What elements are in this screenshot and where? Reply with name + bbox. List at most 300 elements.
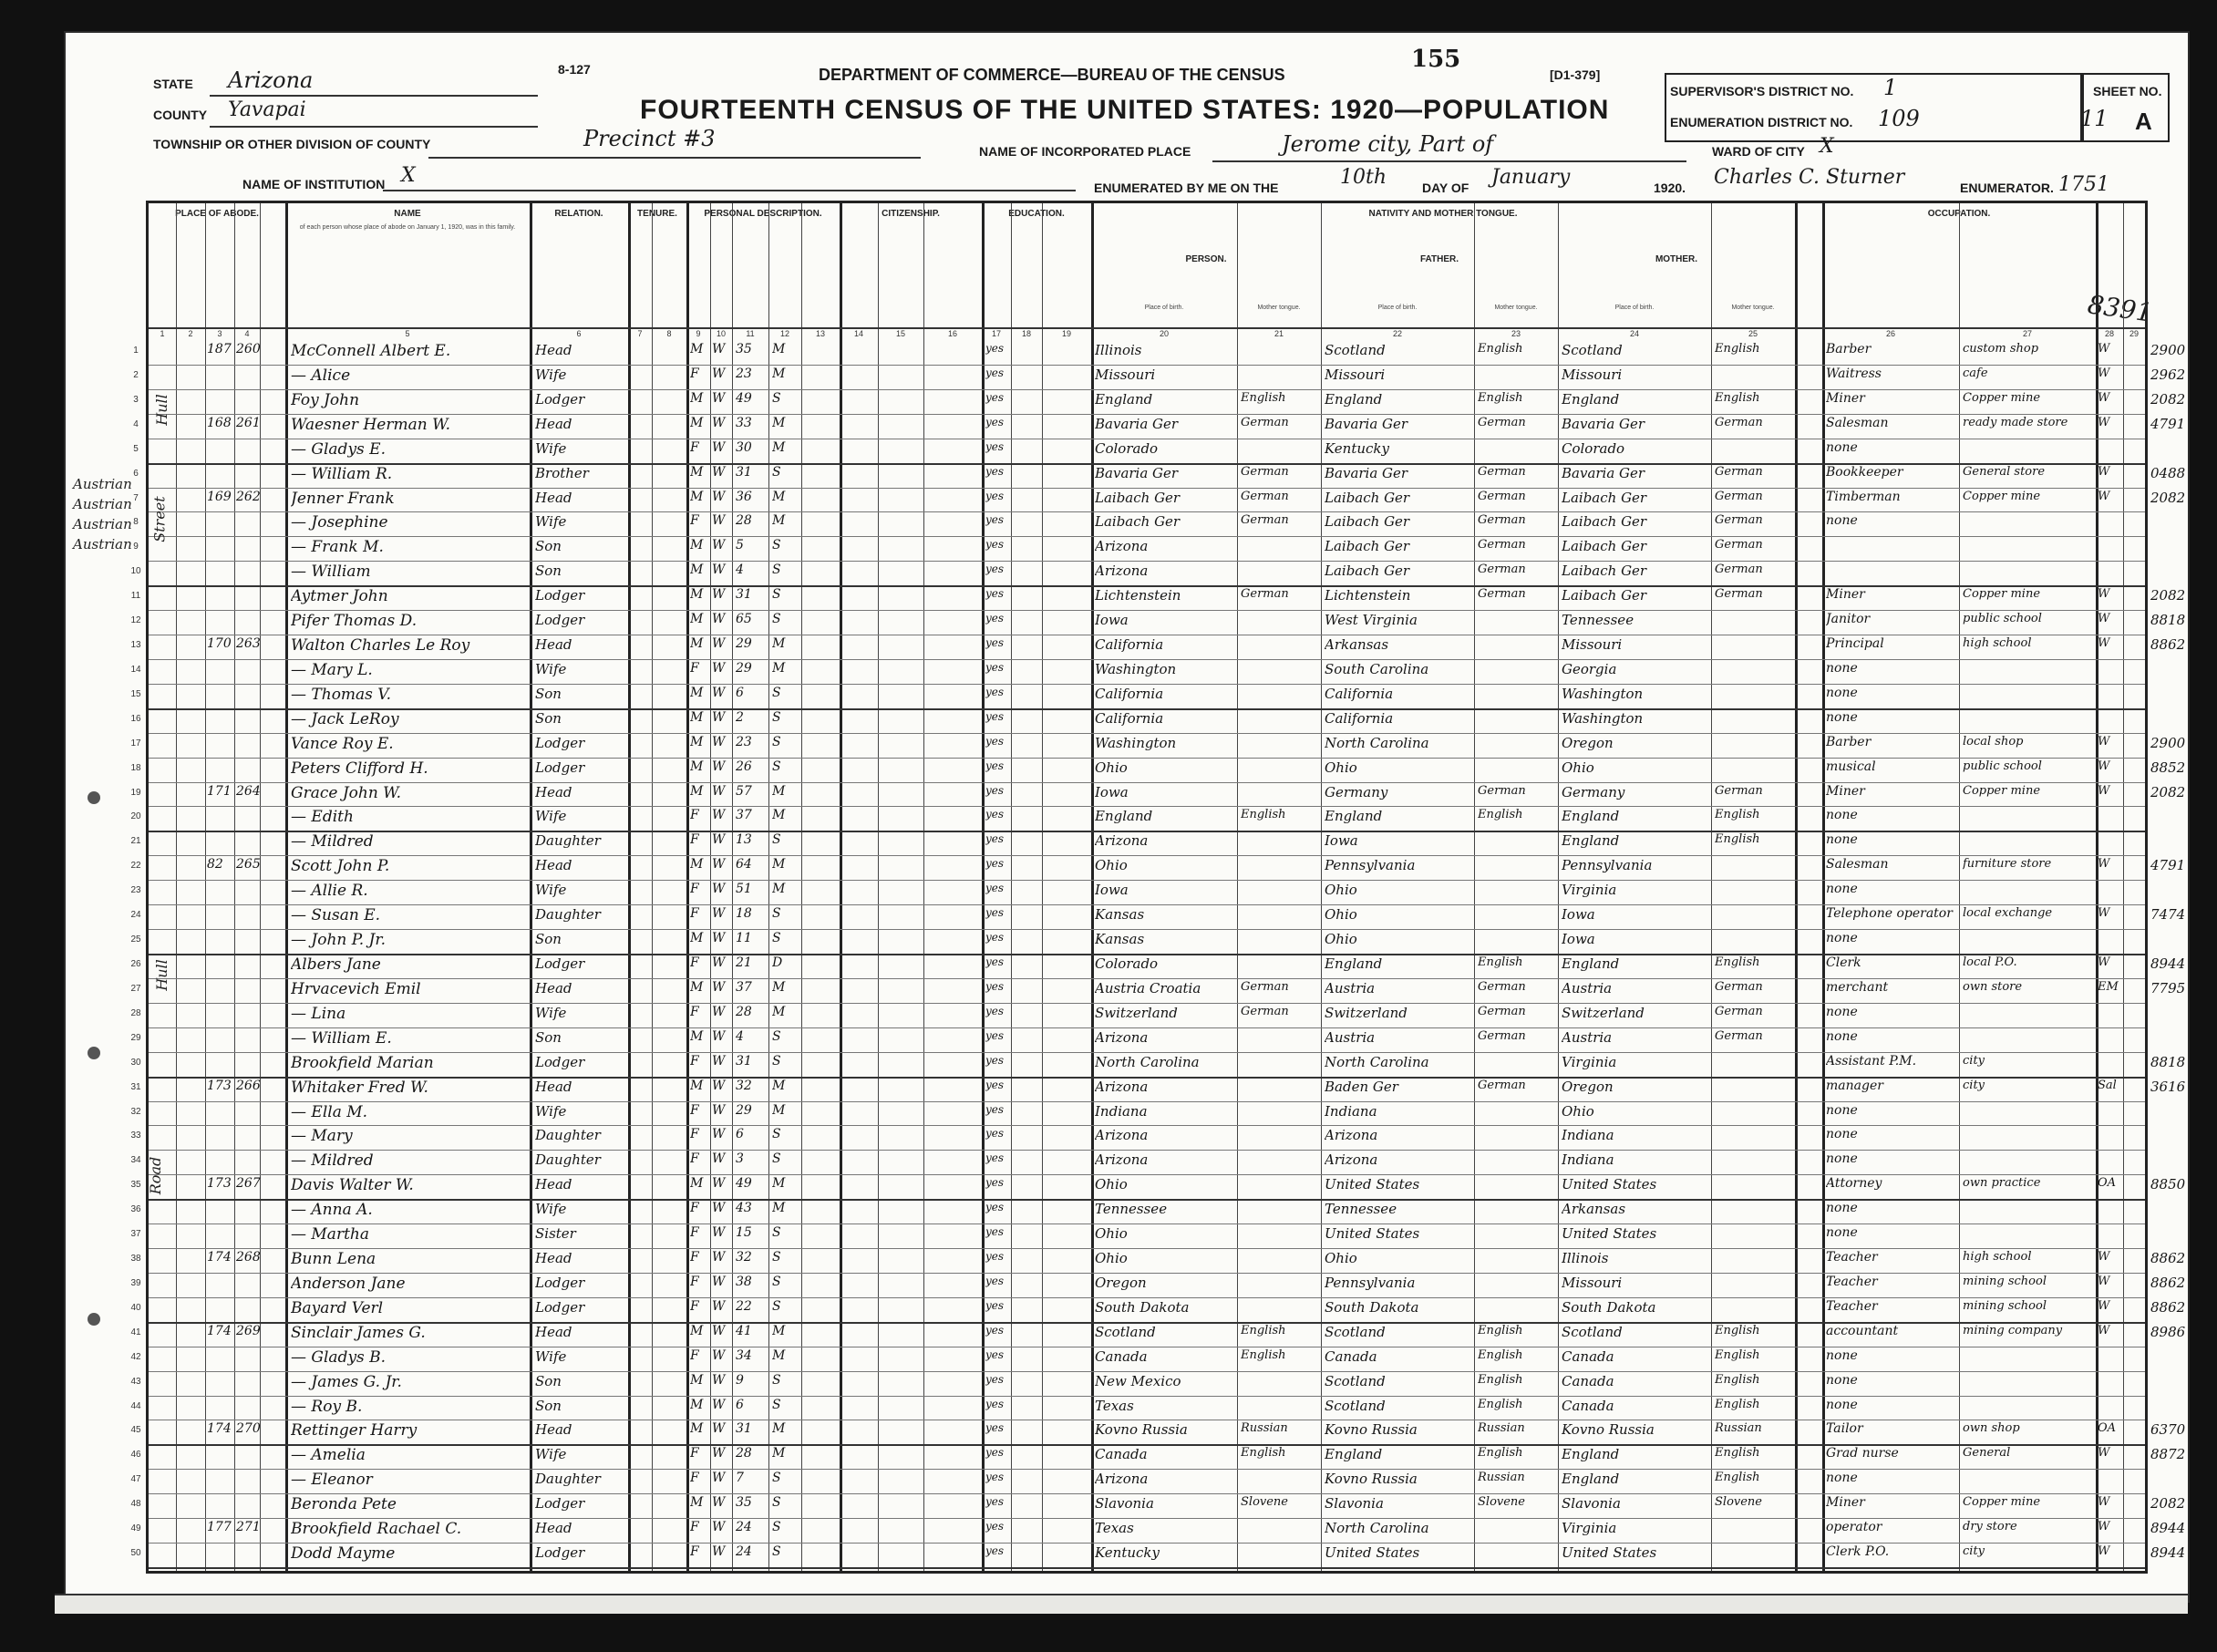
column-number: 25	[1748, 329, 1758, 338]
age: 28	[736, 513, 752, 529]
father-birthplace: Iowa	[1325, 832, 1358, 850]
mother-birthplace: Oregon	[1562, 734, 1614, 751]
marital-status: S	[772, 1151, 781, 1167]
can-read: yes	[985, 1421, 1005, 1435]
row-number: 33	[130, 1131, 141, 1141]
age: 29	[736, 660, 752, 676]
birthplace: Arizona	[1095, 1127, 1149, 1144]
father-tongue: English	[1478, 1323, 1523, 1337]
mother-tongue: English	[1241, 1323, 1286, 1337]
birthplace: Kansas	[1095, 931, 1145, 948]
sheet-lower-edge	[55, 1594, 2188, 1614]
father-birthplace: Scotland	[1325, 1397, 1386, 1414]
row-rule	[149, 1371, 2145, 1372]
race: W	[712, 1078, 726, 1093]
father-birthplace: Switzerland	[1325, 1004, 1408, 1021]
birthplace: California	[1095, 636, 1164, 654]
column-number: 4	[244, 329, 250, 338]
relation: Son	[535, 538, 562, 555]
age: 4	[736, 1028, 744, 1044]
birthplace: Iowa	[1095, 783, 1129, 800]
mother-tongue: German	[1241, 415, 1289, 429]
father-tongue: English	[1478, 1347, 1523, 1362]
marital-status: M	[772, 882, 786, 897]
row-rule	[149, 1027, 2145, 1028]
row-number: 11	[130, 591, 141, 602]
marital-status: M	[772, 660, 786, 676]
age: 49	[736, 390, 752, 406]
worker-class: W	[2098, 415, 2110, 429]
family-number: 263	[236, 636, 261, 652]
relation: Head	[535, 1520, 572, 1537]
can-read: yes	[985, 563, 1005, 576]
race: W	[712, 1176, 726, 1192]
mother-mother-tongue: English	[1715, 342, 1760, 356]
worker-class: OA	[2098, 1176, 2117, 1191]
can-read: yes	[985, 1274, 1005, 1287]
column-divider	[652, 203, 653, 1571]
enumeration-label: ENUMERATION DISTRICT NO.	[1670, 115, 1853, 129]
trade: accountant	[1826, 1323, 1899, 1338]
worker-class: W	[2098, 464, 2110, 479]
sex: M	[690, 734, 704, 749]
marital-status: M	[772, 1347, 786, 1363]
father-tongue: English	[1478, 342, 1523, 356]
sex: M	[690, 1397, 704, 1412]
row-number: 6	[133, 468, 139, 479]
race: W	[712, 439, 726, 455]
trade: Tailor	[1826, 1421, 1863, 1437]
trade: none	[1826, 1201, 1858, 1216]
column-number: 14	[853, 329, 863, 338]
column-number: 3	[217, 329, 222, 338]
mother-mother-tongue: German	[1715, 489, 1763, 503]
relation: Head	[535, 415, 572, 432]
worker-class: W	[2098, 1495, 2110, 1510]
race: W	[712, 1421, 726, 1437]
can-read: yes	[985, 1372, 1005, 1386]
age: 31	[736, 1053, 752, 1069]
age: 32	[736, 1250, 752, 1265]
relation: Head	[535, 857, 572, 874]
father-birthplace: Lichtenstein	[1325, 587, 1411, 604]
birthplace: England	[1095, 808, 1153, 825]
column-number: 22	[1392, 329, 1402, 338]
mother-birthplace: Missouri	[1562, 366, 1623, 383]
sex: M	[690, 390, 704, 406]
ward-label: WARD OF CITY	[1712, 144, 1805, 159]
father-birthplace: Laibach Ger	[1325, 538, 1410, 555]
person-name: — Jack LeRoy	[291, 709, 399, 728]
sex: F	[690, 1004, 699, 1019]
can-read: yes	[985, 1250, 1005, 1264]
worker-class: W	[2098, 612, 2110, 626]
relation: Lodger	[535, 1298, 585, 1316]
marital-status: S	[772, 734, 781, 749]
enumerated-label: ENUMERATED BY ME ON THE	[1094, 181, 1279, 195]
trade: Telephone operator	[1826, 906, 1953, 922]
sex: F	[690, 955, 699, 970]
punch-hole	[88, 791, 100, 804]
father-tongue: German	[1478, 587, 1526, 602]
age: 7	[736, 1471, 744, 1486]
occupation-code: 8850	[2150, 1176, 2186, 1193]
industry: high school	[1963, 636, 2032, 651]
mother-birthplace: Canada	[1562, 1372, 1614, 1389]
father-birthplace: Austria	[1325, 1028, 1376, 1046]
occupation-code: 7474	[2150, 906, 2186, 924]
worker-class: W	[2098, 390, 2110, 405]
trade: Teacher	[1826, 1274, 1878, 1289]
person-name: Grace John W.	[291, 783, 402, 802]
birthplace: Bavaria Ger	[1095, 415, 1179, 432]
industry: public school	[1963, 759, 2042, 773]
row-rule	[149, 659, 2145, 660]
birthplace: Canada	[1095, 1446, 1148, 1463]
marital-status: M	[772, 489, 786, 504]
age: 30	[736, 439, 752, 455]
column-divider	[1042, 203, 1043, 1571]
column-divider	[732, 203, 733, 1571]
industry: Copper mine	[1963, 1495, 2041, 1510]
enumerator-name: Charles C. Sturner	[1714, 166, 1905, 189]
birthplace: Washington	[1095, 734, 1177, 751]
birthplace: Switzerland	[1095, 1004, 1178, 1021]
birthplace: Scotland	[1095, 1323, 1156, 1340]
family-number: 265	[236, 857, 261, 872]
mother-mother-tongue: English	[1715, 955, 1760, 969]
sex: M	[690, 759, 704, 774]
father-birthplace: Bavaria Ger	[1325, 415, 1408, 432]
margin-street-1: Hull	[152, 394, 170, 426]
sex: M	[690, 464, 704, 480]
marital-status: S	[772, 832, 781, 848]
sex: F	[690, 1127, 699, 1142]
relation: Head	[535, 636, 572, 654]
column-divider	[1321, 203, 1322, 1571]
sex: F	[690, 906, 699, 922]
row-number: 48	[130, 1499, 141, 1510]
marital-status: S	[772, 759, 781, 774]
dwelling-number: 170	[207, 636, 232, 652]
trade: none	[1826, 882, 1858, 897]
supervisor-label: SUPERVISOR'S DISTRICT NO.	[1670, 84, 1854, 98]
row-number: 29	[130, 1032, 141, 1043]
relation: Lodger	[535, 1053, 585, 1070]
enumerator-label: ENUMERATOR.	[1960, 181, 2054, 195]
birthplace: Kentucky	[1095, 1544, 1160, 1562]
marital-status: S	[772, 1028, 781, 1044]
trade: Clerk	[1826, 955, 1861, 970]
relation: Daughter	[535, 1151, 601, 1169]
trade: musical	[1826, 759, 1876, 774]
can-read: yes	[985, 1323, 1005, 1337]
form-code-left: 8-127	[558, 62, 591, 77]
corner-number: 8391	[2086, 289, 2155, 328]
column-number: 11	[746, 329, 755, 338]
age: 23	[736, 734, 752, 749]
occupation-code: 2082	[2150, 489, 2186, 506]
sex: F	[690, 1520, 699, 1535]
father-birthplace: South Carolina	[1325, 660, 1429, 677]
column-number: 8	[666, 329, 672, 338]
person-name: Anderson Jane	[291, 1274, 406, 1293]
father-birthplace: England	[1325, 808, 1383, 825]
industry: mining school	[1963, 1298, 2047, 1313]
col-header-mother: MOTHER.	[1655, 254, 1698, 264]
row-rule	[149, 365, 2145, 366]
mother-birthplace: Indiana	[1562, 1151, 1614, 1169]
mother-tongue: Russian	[1241, 1421, 1288, 1436]
row-number: 4	[133, 418, 139, 429]
row-number: 26	[130, 959, 141, 969]
industry: city	[1963, 1053, 1985, 1068]
race: W	[712, 563, 726, 578]
mother-birthplace: Oregon	[1562, 1078, 1614, 1095]
state-value: Arizona	[228, 67, 314, 93]
institution-value: X	[401, 164, 416, 187]
can-read: yes	[985, 464, 1005, 478]
father-birthplace: California	[1325, 685, 1394, 702]
trade: Bookkeeper	[1826, 464, 1903, 480]
age: 37	[736, 979, 752, 995]
relation: Lodger	[535, 1495, 585, 1513]
occupation-code: 8862	[2150, 1250, 2186, 1267]
sex: M	[690, 783, 704, 799]
person-name: — Lina	[291, 1004, 346, 1023]
row-rule	[149, 1052, 2145, 1053]
age: 49	[736, 1176, 752, 1192]
sex: M	[690, 587, 704, 603]
mother-mother-tongue: English	[1715, 1347, 1760, 1362]
person-name: — Mary	[291, 1127, 353, 1146]
relation: Son	[535, 563, 562, 580]
person-name: — Mildred	[291, 1151, 374, 1171]
birthplace: Ohio	[1095, 1225, 1128, 1243]
dwelling-number: 171	[207, 783, 232, 799]
family-number: 262	[236, 489, 261, 504]
can-read: yes	[985, 1201, 1005, 1214]
column-divider	[1558, 203, 1559, 1571]
age: 6	[736, 1397, 744, 1412]
father-tongue: German	[1478, 513, 1526, 528]
age: 18	[736, 906, 752, 922]
birthplace: Ohio	[1095, 1176, 1128, 1193]
person-name: — Edith	[291, 808, 354, 827]
father-birthplace: California	[1325, 709, 1394, 727]
mother-mother-tongue: English	[1715, 1323, 1760, 1337]
industry: local exchange	[1963, 906, 2053, 921]
birthplace: Ohio	[1095, 759, 1128, 776]
row-rule	[149, 610, 2145, 611]
dwelling-number: 174	[207, 1323, 232, 1338]
sex: M	[690, 1028, 704, 1044]
father-tongue: German	[1478, 464, 1526, 479]
sex: F	[690, 1102, 699, 1118]
father-tongue: German	[1478, 979, 1526, 994]
mother-birthplace: Georgia	[1562, 660, 1617, 677]
year: 1920.	[1654, 181, 1686, 195]
father-birthplace: Kovno Russia	[1325, 1471, 1418, 1488]
sex: M	[690, 1176, 704, 1192]
father-birthplace: Pennsylvania	[1325, 857, 1416, 874]
col-header-nativity: NATIVITY AND MOTHER TONGUE.	[1368, 209, 1518, 219]
industry: dry store	[1963, 1520, 2017, 1534]
column-divider	[768, 203, 769, 1571]
row-number: 13	[130, 640, 141, 651]
race: W	[712, 342, 726, 356]
can-read: yes	[985, 931, 1005, 945]
col-header-person: PERSON.	[1185, 254, 1227, 264]
father-birthplace: Pennsylvania	[1325, 1274, 1416, 1291]
father-birthplace: United States	[1325, 1544, 1420, 1562]
father-birthplace: Indiana	[1325, 1102, 1377, 1120]
age: 2	[736, 709, 744, 725]
person-name: — William E.	[291, 1028, 392, 1048]
person-name: Whitaker Fred W.	[291, 1078, 428, 1097]
worker-class: W	[2098, 759, 2110, 773]
occupation-code: 2900	[2150, 734, 2186, 751]
birthplace: Iowa	[1095, 612, 1129, 629]
row-number: 20	[130, 811, 141, 822]
race: W	[712, 685, 726, 700]
column-divider	[1474, 203, 1475, 1571]
can-read: yes	[985, 783, 1005, 797]
mother-mother-tongue: German	[1715, 1028, 1763, 1043]
father-tongue: English	[1478, 1372, 1523, 1387]
row-number: 25	[130, 934, 141, 945]
trade: Miner	[1826, 783, 1865, 799]
relation: Wife	[535, 1102, 567, 1120]
worker-class: W	[2098, 366, 2110, 380]
race: W	[712, 464, 726, 480]
column-number: 16	[947, 329, 957, 338]
person-name: Waesner Herman W.	[291, 415, 450, 434]
person-name: Vance Roy E.	[291, 734, 394, 753]
relation: Head	[535, 1078, 572, 1095]
trade: none	[1826, 1028, 1858, 1044]
trade: Salesman	[1826, 415, 1889, 430]
can-read: yes	[985, 808, 1005, 821]
row-number: 40	[130, 1302, 141, 1313]
marital-status: S	[772, 1520, 781, 1535]
father-tongue: English	[1478, 390, 1523, 405]
sex: M	[690, 612, 704, 627]
trade: none	[1826, 1471, 1858, 1486]
birthplace: Tennessee	[1095, 1201, 1168, 1218]
race: W	[712, 1520, 726, 1535]
sex: M	[690, 1372, 704, 1388]
mother-mother-tongue: German	[1715, 538, 1763, 552]
trade: manager	[1826, 1078, 1883, 1093]
can-read: yes	[985, 1347, 1005, 1361]
can-read: yes	[985, 1471, 1005, 1484]
can-read: yes	[985, 1151, 1005, 1165]
birthplace: England	[1095, 390, 1153, 408]
father-birthplace: Arizona	[1325, 1151, 1378, 1169]
race: W	[712, 390, 726, 406]
race: W	[712, 1347, 726, 1363]
dwelling-number: 169	[207, 489, 232, 504]
birthplace: Indiana	[1095, 1102, 1148, 1120]
age: 24	[736, 1520, 752, 1535]
trade: Principal	[1826, 636, 1884, 652]
trade: Miner	[1826, 1495, 1865, 1511]
row-number: 37	[130, 1229, 141, 1240]
trade: none	[1826, 1397, 1858, 1412]
row-rule	[149, 1518, 2145, 1519]
father-birthplace: England	[1325, 390, 1383, 408]
trade: none	[1826, 439, 1858, 455]
can-read: yes	[985, 1298, 1005, 1312]
mother-birthplace: Canada	[1562, 1397, 1614, 1414]
enumerated-day: 10th	[1340, 166, 1387, 189]
trade: none	[1826, 685, 1858, 700]
occupation-code: 8818	[2150, 612, 2186, 629]
birthplace: Arizona	[1095, 1078, 1149, 1095]
sex: M	[690, 563, 704, 578]
can-read: yes	[985, 342, 1005, 355]
relation: Lodger	[535, 759, 585, 776]
race: W	[712, 1225, 726, 1241]
relation: Wife	[535, 808, 567, 825]
relation: Head	[535, 1421, 572, 1439]
column-number: 2	[188, 329, 193, 338]
mother-birthplace: Bavaria Ger	[1562, 464, 1645, 481]
race: W	[712, 979, 726, 995]
row-number: 43	[130, 1376, 141, 1387]
race: W	[712, 1004, 726, 1019]
industry: Copper mine	[1963, 783, 2041, 798]
row-number: 24	[130, 910, 141, 921]
dwelling-number: 82	[207, 857, 223, 872]
father-tongue: German	[1478, 415, 1526, 429]
industry: cafe	[1963, 366, 1988, 380]
sex: F	[690, 1471, 699, 1486]
industry: own practice	[1963, 1176, 2041, 1191]
census-title: FOURTEENTH CENSUS OF THE UNITED STATES: 1920—POPULATION	[640, 95, 1610, 125]
marital-status: S	[772, 709, 781, 725]
father-birthplace: Laibach Ger	[1325, 563, 1410, 580]
mother-birthplace: England	[1562, 832, 1620, 850]
race: W	[712, 489, 726, 504]
marital-status: S	[772, 464, 781, 480]
age: 35	[736, 1495, 752, 1511]
sex: M	[690, 1495, 704, 1511]
row-rule	[149, 1567, 2145, 1569]
birthplace: Colorado	[1095, 439, 1159, 457]
col-person-tongue: Mother tongue.	[1257, 305, 1301, 311]
marital-status: S	[772, 612, 781, 627]
dwelling-number: 177	[207, 1520, 232, 1535]
marital-status: S	[772, 1250, 781, 1265]
race: W	[712, 1397, 726, 1412]
supervisor-value: 1	[1883, 75, 1898, 100]
race: W	[712, 612, 726, 627]
birthplace: Iowa	[1095, 882, 1129, 899]
column-number: 7	[637, 329, 643, 338]
marital-status: S	[772, 685, 781, 700]
race: W	[712, 587, 726, 603]
industry: mining company	[1963, 1323, 2063, 1337]
col-header-tenure: TENURE.	[637, 209, 677, 219]
col-header-father: FATHER.	[1419, 254, 1459, 264]
can-read: yes	[985, 390, 1005, 404]
occupation-code: 8862	[2150, 636, 2186, 654]
birthplace: Illinois	[1095, 342, 1142, 358]
birthplace: Kansas	[1095, 906, 1145, 924]
stamp-number: 1751	[2058, 173, 2109, 196]
